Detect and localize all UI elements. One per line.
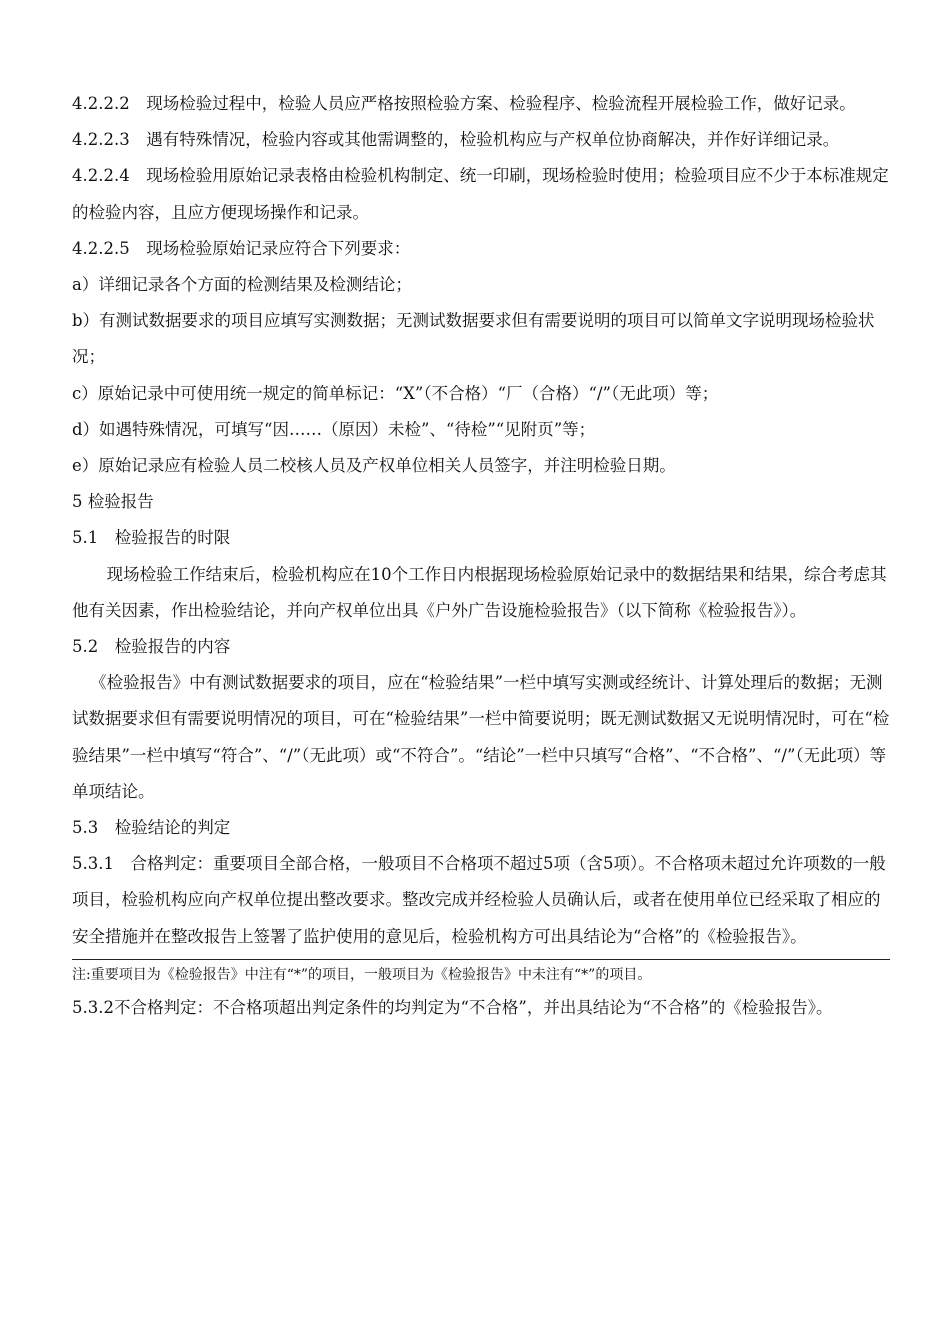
item-e: e）原始记录应有检验人员二校核人员及产权单位相关人员签字，并注明检验日期。 (72, 456, 676, 476)
p-4-2-2-2: 4.2.2.2 现场检验过程中，检验人员应严格按照检验方案、检验程序、检验流程开展检验工作，做好记录。 (72, 94, 856, 113)
p-5-3-2: 5.3.2不合格判定：不合格项超出判定条件的均判定为“不合格”，并出具结论为“不合格”的《检验报告》。 (72, 997, 833, 1017)
body-text-a (72, 86, 890, 955)
h-5: 5 检验报告 (72, 492, 154, 512)
h-5-1: 5.1 检验报告的时限 (72, 528, 231, 548)
item-a: a）详细记录各个方面的检测结果及检测结论； (72, 275, 412, 295)
p-5-1: 现场检验工作结束后，检验机构应在10个工作日内根据现场检验原始记录中的数据结果和结果，综合考虑其他有关因素，作出检验结论，并向产权单位出具《户外广告设施检验报告》（以下简称《检验报告》）。 (72, 564, 887, 620)
p-4-2-2-5: 4.2.2.5 现场检验原始记录应符合下列要求： (72, 238, 411, 258)
p-4-2-2-3: 4.2.2.3 遇有特殊情况，检验内容或其他需调整的，检验机构应与产权单位协商解决，并作好详细记录。 (72, 130, 840, 150)
item-d: d）如遇特殊情况，可填写“因……（原因）未检”、“待检”“见附页”等； (72, 419, 596, 439)
footnote: 注:重要项目为《检验报告》中注有“*”的项目，一般项目为《检验报告》中未注有“*”的项目。 (72, 966, 652, 983)
item-c: c）原始记录中可使用统一规定的简单标记：“X”（不合格）“厂（合格）“/”（无此项）等； (72, 383, 719, 403)
body-text-b (72, 990, 890, 1026)
item-b: b）有测试数据要求的项目应填写实测数据；无测试数据要求但有需要说明的项目可以简单文字说明现场检验状况； (72, 311, 875, 367)
p-4-2-2-4: 4.2.2.4 现场检验用原始记录表格由检验机构制定、统一印刷，现场检验时使用；检验项目应不少于本标准规定的检验内容，且应方便现场操作和记录。 (72, 166, 889, 222)
document-page (72, 86, 890, 1026)
h-5-2: 5.2 检验报告的内容 (72, 637, 231, 657)
p-5-3-1: 5.3.1 合格判定：重要项目全部合格，一般项目不合格项不超过5项（含5项）。不合格项未超过允许项数的一般项目，检验机构应向产权单位提出整改要求。整改完成并经检验人员确认后，或者在使用单位已经采取了相应的安全措施并在整改报告上签署了监护使用的意见后，检验机构方可出具结论为“合格”的《检验报告》。 (72, 854, 886, 946)
p-5-2: 《检验报告》中有测试数据要求的项目，应在“检验结果”一栏中填写实测或经统计、计算处理后的数据；无测试数据要求但有需要说明情况的项目，可在“检验结果”一栏中简要说明；既无测试数据又无说明情况时，可在“检验结果”一栏中填写“符合”、“/”（无此项）或“不符合”。“结论”一栏中只填写“合格”、“不合格”、“/”（无此项）等单项结论。 (72, 673, 890, 801)
h-5-3: 5.3 检验结论的判定 (72, 818, 231, 838)
